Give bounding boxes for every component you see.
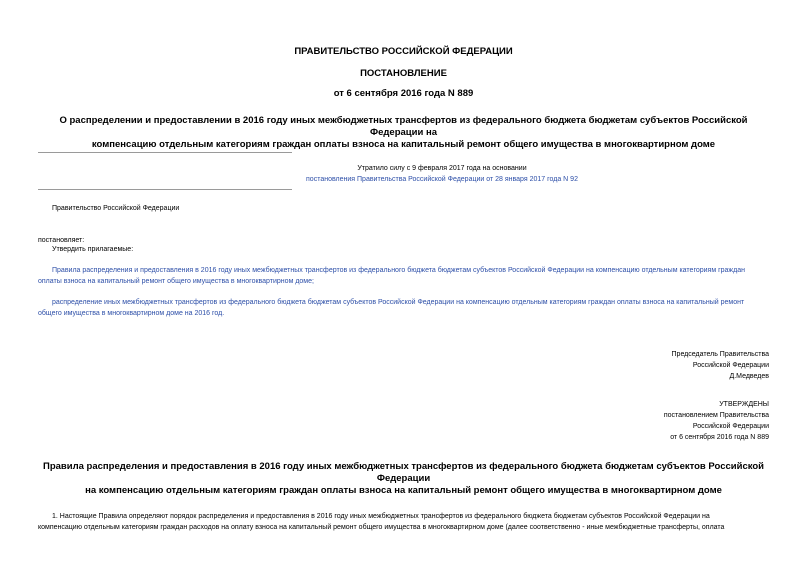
approval-date: от 6 сентября 2016 года N 889 — [670, 434, 769, 441]
approve-text: Утвердить прилагаемые: — [52, 246, 134, 253]
document-date-number: от 6 сентября 2016 года N 889 — [333, 88, 474, 99]
signature-block — [672, 349, 769, 382]
approval-label: УТВЕРЖДЕНЫ — [719, 401, 769, 408]
rules-title-line: Правила распределения и предоставления в 2016 году иных межбюджетных трансфертов из федерального бюджета бюджетам субъектов Российской Федерации — [43, 461, 764, 484]
rules-title-line: на компенсацию отдельным категориям граждан оплаты взноса на капитальный ремонт общего имущества в многоквартирном доме — [85, 485, 722, 496]
paragraph-line: компенсацию отдельным категориям граждан расходов на оплату взноса на капитальный ремонт общего имущества в многоквартирном доме (далее соответственно - иные межбюджетные трансферты, оплата — [38, 524, 725, 531]
distribution-link-line: распределение иных межбюджетных трансфертов из федерального бюджета бюджетам субъектов Российской Федерации на компенсацию отдельным категориям граждан оплаты взноса на капитальный ремонт — [52, 299, 745, 306]
government-name: ПРАВИТЕЛЬСТВО РОССИЙСКОЙ ФЕДЕРАЦИИ — [294, 46, 513, 57]
issuer-text: Правительство Российской Федерации — [52, 205, 180, 212]
status-note — [292, 163, 592, 185]
rules-link-line: Правила распределения и предоставления в 2016 году иных межбюджетных трансфертов из федерального бюджета бюджетам субъектов Российской Федерации на компенсацию отдельным категориям граждан — [52, 267, 745, 274]
document-type: ПОСТАНОВЛЕНИЕ — [360, 68, 447, 79]
signature-position: Российской Федерации — [692, 362, 769, 369]
paragraph-line: 1. Настоящие Правила определяют порядок распределения и предоставления в 2016 году иных межбюджетных трансфертов из федерального бюджета бюджетам субъектов Российской Федерации на — [52, 513, 710, 520]
distribution-link[interactable] — [38, 297, 768, 319]
distribution-link-line: общего имущества в многоквартирном доме на 2016 год. — [38, 310, 225, 317]
rules-link-line: оплаты взноса на капитальный ремонт общего имущества в многоквартирном доме; — [38, 278, 314, 285]
divider — [38, 152, 292, 153]
signature-name: Д.Медведев — [729, 373, 769, 380]
divider — [38, 189, 292, 190]
approval-by: постановлением Правительства — [663, 412, 769, 419]
document-title-line: компенсацию отдельным категориям граждан оплаты взноса на капитальный ремонт общего имущества в многоквартирном доме — [91, 139, 716, 150]
repeal-document-link[interactable]: постановления Правительства Российской Федерации от 28 января 2017 года N 92 — [306, 176, 578, 183]
document-title-line: О распределении и предоставлении в 2016 году иных межбюджетных трансфертов из федерального бюджета бюджетам субъектов Российской Федерации на — [59, 115, 748, 138]
signature-position: Председатель Правительства — [671, 351, 769, 358]
rules-link[interactable] — [38, 265, 768, 287]
approval-country: Российской Федерации — [692, 423, 769, 430]
document-title — [40, 115, 767, 151]
rules-title — [40, 461, 767, 497]
rules-paragraph-1 — [38, 511, 768, 533]
approval-block — [664, 399, 769, 443]
status-note-text: Утратило силу с 9 февраля 2017 года на основании — [357, 165, 527, 172]
decides-text: постановляет: — [38, 237, 85, 244]
